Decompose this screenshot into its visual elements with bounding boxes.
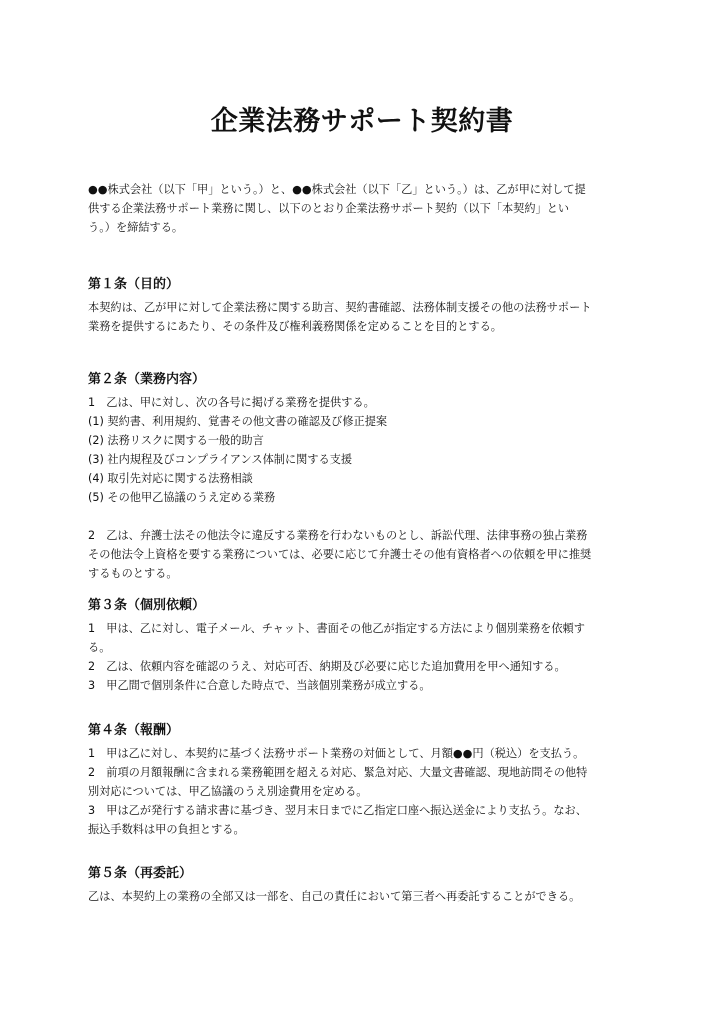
article-line: 乙は、本契約上の業務の全部又は一部を、自己の責任において第三者へ再委託することができる。 [88, 890, 581, 903]
article-3 [88, 596, 644, 695]
article-5 [88, 864, 644, 906]
paragraph-gap [88, 507, 644, 526]
intro-line: う。）を締結する。 [88, 221, 184, 234]
article-line: 1 甲は、乙に対し、電子メール、チャット、書面その他乙が指定する方法により個別業務を依頼す [88, 622, 585, 635]
article-1 [88, 275, 644, 336]
article-line: 業務を提供するにあたり、その条件及び権利義務関係を定めることを目的とする。 [88, 320, 502, 333]
article-heading: 第４条（報酬） [88, 723, 180, 738]
article-line: 1 乙は、甲に対し、次の各号に掲げる業務を提供する。 [88, 396, 375, 409]
article-4 [88, 721, 644, 839]
article-line: (5) その他甲乙協議のうえ定める業務 [88, 491, 276, 504]
article-line: (3) 社内規程及びコンプライアンス体制に関する支援 [88, 453, 353, 466]
article-line: 3 甲は乙が発行する請求書に基づき、翌月末日までに乙指定口座へ振込送金により支払う。なお、 [88, 804, 587, 817]
article-line: 本契約は、乙が甲に対して企業法務に関する助言、契約書確認、法務体制支援その他の法務サポート [88, 301, 592, 314]
intro-paragraph [88, 180, 644, 237]
document-title: 企業法務サポート契約書 [210, 106, 514, 137]
article-line: (2) 法務リスクに関する一般的助言 [88, 434, 264, 447]
article-line: 2 乙は、弁護士法その他法令に違反する業務を行わないものとし、訴訟代理、法律事務の独占業務 [88, 529, 588, 542]
article-line: 別対応については、甲乙協議のうえ別途費用を定める。 [88, 785, 368, 798]
article-line: 振込手数料は甲の負担とする。 [88, 823, 245, 836]
article-heading: 第２条（業務内容） [88, 372, 206, 387]
intro-line: 供する企業法務サポート業務に関し、以下のとおり企業法務サポート契約（以下「本契約」とい [88, 202, 570, 215]
article-2 [88, 370, 644, 583]
article-heading: 第３条（個別依頼） [88, 598, 206, 613]
article-line: するものとする。 [88, 567, 178, 580]
article-line: (1) 契約書、利用規約、覚書その他文書の確認及び修正提案 [88, 415, 388, 428]
article-line: 2 前項の月額報酬に含まれる業務範囲を超える対応、緊急対応、大量文書確認、現地訪問その他特 [88, 766, 588, 779]
intro-line: ●●株式会社（以下「甲」という。）と、●●株式会社（以下「乙」という。）は、乙が甲に対して提 [88, 183, 586, 196]
article-line: 3 甲乙間で個別条件に合意した時点で、当該個別業務が成立する。 [88, 679, 431, 692]
article-heading: 第５条（再委託） [88, 866, 193, 881]
article-line: 1 甲は乙に対し、本契約に基づく法務サポート業務の対価として、月額●●円（税込）を支払う。 [88, 747, 585, 760]
article-heading: 第１条（目的） [88, 277, 180, 292]
article-line: る。 [88, 641, 111, 654]
article-line: 2 乙は、依頼内容を確認のうえ、対応可否、納期及び必要に応じた追加費用を甲へ通知する。 [88, 660, 566, 673]
article-line: (4) 取引先対応に関する法務相談 [88, 472, 253, 485]
article-line: その他法令上資格を要する業務については、必要に応じて弁護士その他有資格者への依頼を甲に推奨 [88, 548, 592, 561]
